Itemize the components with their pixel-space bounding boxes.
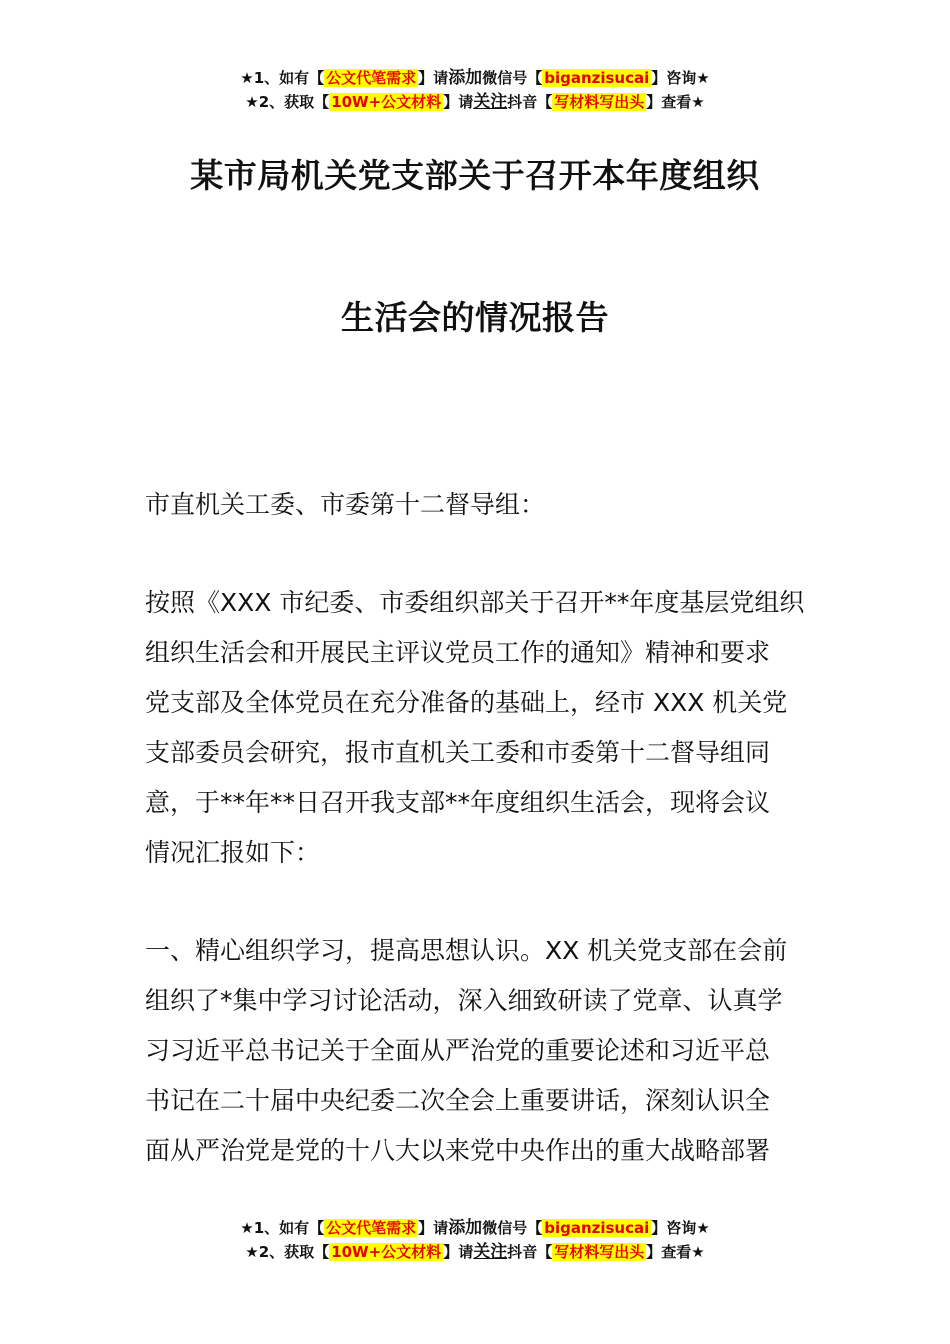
paragraph-line: 书记在二十届中央纪委二次全会上重要讲话，深刻认识全 <box>145 1086 771 1115</box>
document-title-line-2: 生活会的情况报告 <box>341 298 609 337</box>
banner-text: ★2、获取【 <box>245 1243 330 1261</box>
header-banner <box>0 66 950 114</box>
banner-highlight: biganzisucai <box>544 1219 650 1237</box>
salutation-text: 市直机关工委、市委第十二督导组： <box>145 490 546 519</box>
banner-text: 】请 <box>443 1243 474 1261</box>
banner-text: 微信号【 <box>482 1219 543 1237</box>
banner-line-1 <box>0 1216 950 1240</box>
banner-emphasis: 添加 <box>448 1218 483 1238</box>
paragraph-line: 按照《XXX 市纪委、市委组织部关于召开**年度基层党组织 <box>145 588 805 617</box>
banner-highlight: 写材料写出头 <box>554 93 645 111</box>
paragraph-line: 面从严治党是党的十八大以来党中央作出的重大战略部署 <box>145 1136 771 1165</box>
banner-text: 抖音【 <box>507 1243 553 1261</box>
paragraph-1 <box>145 578 810 878</box>
banner-highlight: 公文代笔需求 <box>326 1219 417 1237</box>
banner-highlight: biganzisucai <box>544 69 650 87</box>
paragraph-line: 组织了*集中学习讨论活动，深入细致研读了党章、认真学 <box>145 986 783 1015</box>
banner-text: ★1、如有【 <box>240 69 325 87</box>
paragraph-line: 情况汇报如下： <box>145 838 321 867</box>
banner-emphasis: 添加 <box>448 68 483 88</box>
paragraph-line: 意，于**年**日召开我支部**年度组织生活会，现将会议 <box>145 788 771 817</box>
banner-text: 】查看★ <box>646 1243 705 1261</box>
banner-text: 】请 <box>418 1219 449 1237</box>
banner-highlight: 10W+公文材料 <box>331 1243 442 1261</box>
banner-highlight: 写材料写出头 <box>554 1243 645 1261</box>
banner-text: ★1、如有【 <box>240 1219 325 1237</box>
banner-text: 】查看★ <box>646 93 705 111</box>
banner-line-2 <box>0 1240 950 1264</box>
banner-emphasis: 关注 <box>473 1242 508 1262</box>
banner-text: 】请 <box>418 69 449 87</box>
banner-line-2 <box>0 90 950 114</box>
paragraph-2 <box>145 926 810 1176</box>
paragraph-line: 习习近平总书记关于全面从严治党的重要论述和习近平总 <box>145 1036 771 1065</box>
banner-line-1 <box>0 66 950 90</box>
banner-text: 】请 <box>443 93 474 111</box>
paragraph-line: 支部委员会研究，报市直机关工委和市委第十二督导组同 <box>145 738 771 767</box>
paragraph-line: 党支部及全体党员在充分准备的基础上，经市 XXX 机关党 <box>145 688 788 717</box>
banner-highlight: 10W+公文材料 <box>331 93 442 111</box>
banner-emphasis: 关注 <box>473 92 508 112</box>
footer-banner <box>0 1216 950 1264</box>
paragraph-line: 组织生活会和开展民主评议党员工作的通知》精神和要求 <box>145 638 771 667</box>
banner-text: ★2、获取【 <box>245 93 330 111</box>
paragraph-line: 一、精心组织学习，提高思想认识。XX 机关党支部在会前 <box>145 936 788 965</box>
document-title-line-1: 某市局机关党支部关于召开本年度组织 <box>190 156 760 195</box>
banner-highlight: 公文代笔需求 <box>326 69 417 87</box>
banner-text: 】咨询★ <box>651 69 710 87</box>
salutation <box>145 480 810 530</box>
banner-text: 抖音【 <box>507 93 553 111</box>
banner-text: 微信号【 <box>482 69 543 87</box>
banner-text: 】咨询★ <box>651 1219 710 1237</box>
